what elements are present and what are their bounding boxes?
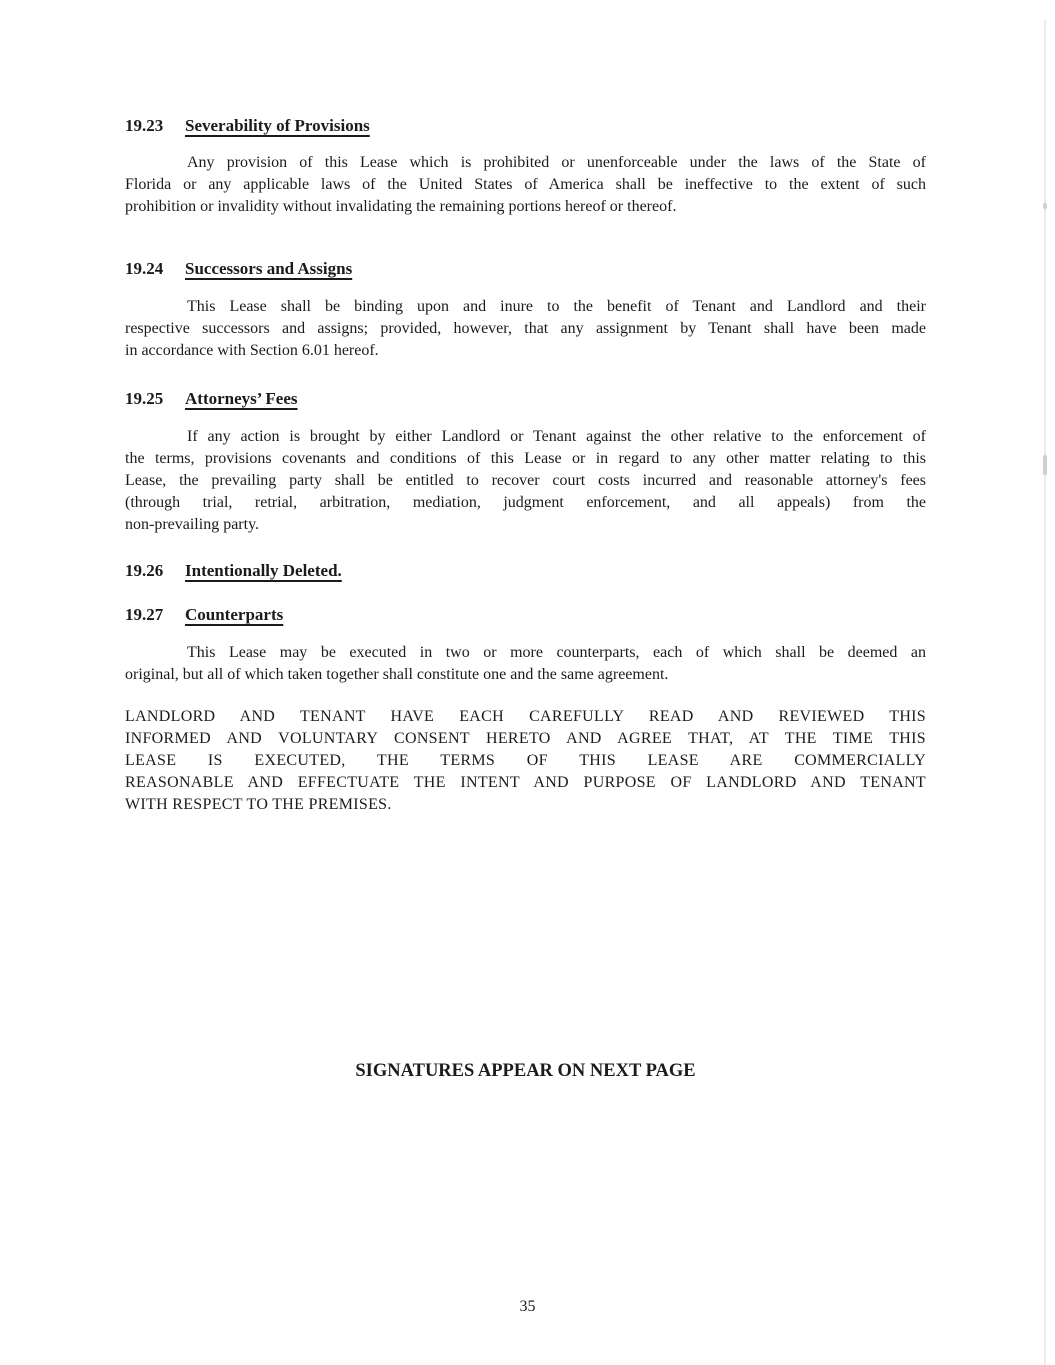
- section-title: Intentionally Deleted.: [185, 561, 342, 580]
- section-heading-19-25: [125, 388, 926, 410]
- section-paragraph: [125, 296, 926, 362]
- paragraph-line: original, but all of which taken together shall constitute one and the same agreement.: [125, 666, 669, 683]
- section-heading-19-23: [125, 115, 926, 137]
- paragraph-line: (through trial, retrial, arbitration, mediation, judgment enforcement, and all appeals) from the: [125, 494, 926, 511]
- paragraph-line: LANDLORD AND TENANT HAVE EACH CAREFULLY READ AND REVIEWED THIS: [125, 708, 926, 725]
- paragraph-line: If any action is brought by either Landlord or Tenant against the other relative to the enforcement of: [187, 428, 926, 445]
- section-paragraph: [125, 642, 926, 686]
- signatures-notice: SIGNATURES APPEAR ON NEXT PAGE: [355, 1061, 696, 1081]
- section-heading-19-24: [125, 258, 926, 280]
- section-heading-19-26: [125, 560, 926, 582]
- section-title: Successors and Assigns: [185, 259, 353, 278]
- paragraph-line: This Lease shall be binding upon and inure to the benefit of Tenant and Landlord and their: [187, 298, 926, 315]
- section-title: Counterparts: [185, 605, 284, 624]
- closing-statement: [125, 706, 926, 816]
- section-title: Attorneys’ Fees: [185, 389, 298, 408]
- paragraph-line: This Lease may be executed in two or more counterparts, each of which shall be deemed an: [187, 644, 926, 661]
- section-number: 19.24: [125, 259, 164, 278]
- section-number: 19.25: [125, 389, 164, 408]
- section-number: 19.26: [125, 561, 164, 580]
- section-paragraph: [125, 152, 926, 218]
- paragraph-line: the terms, provisions covenants and conditions of this Lease or in regard to any other matter relating to this: [125, 450, 926, 467]
- paragraph-line: LEASE IS EXECUTED, THE TERMS OF THIS LEASE ARE COMMERCIALLY: [125, 752, 926, 769]
- paragraph-line: respective successors and assigns; provided, however, that any assignment by Tenant shall have been made: [125, 320, 926, 337]
- page-number: 35: [519, 1298, 536, 1315]
- section-title: Severability of Provisions: [185, 116, 370, 135]
- section-number: 19.23: [125, 116, 164, 135]
- section-number: 19.27: [125, 605, 164, 624]
- paragraph-line: Lease, the prevailing party shall be entitled to recover court costs incurred and reasonable attorney's fees: [125, 472, 926, 489]
- section-heading-19-27: [125, 604, 926, 626]
- paragraph-line: REASONABLE AND EFFECTUATE THE INTENT AND PURPOSE OF LANDLORD AND TENANT: [125, 774, 926, 791]
- paragraph-line: INFORMED AND VOLUNTARY CONSENT HERETO AND AGREE THAT, AT THE TIME THIS: [125, 730, 926, 747]
- section-paragraph: [125, 426, 926, 536]
- paragraph-line: non-prevailing party.: [125, 516, 260, 533]
- paragraph-line: in accordance with Section 6.01 hereof.: [125, 342, 379, 359]
- paragraph-line: Any provision of this Lease which is prohibited or unenforceable under the laws of the State of: [187, 154, 926, 171]
- paragraph-line: WITH RESPECT TO THE PREMISES.: [125, 796, 392, 813]
- paragraph-line: prohibition or invalidity without invalidating the remaining portions hereof or thereof.: [125, 198, 677, 215]
- paragraph-line: Florida or any applicable laws of the United States of America shall be ineffective to the extent of such: [125, 176, 926, 193]
